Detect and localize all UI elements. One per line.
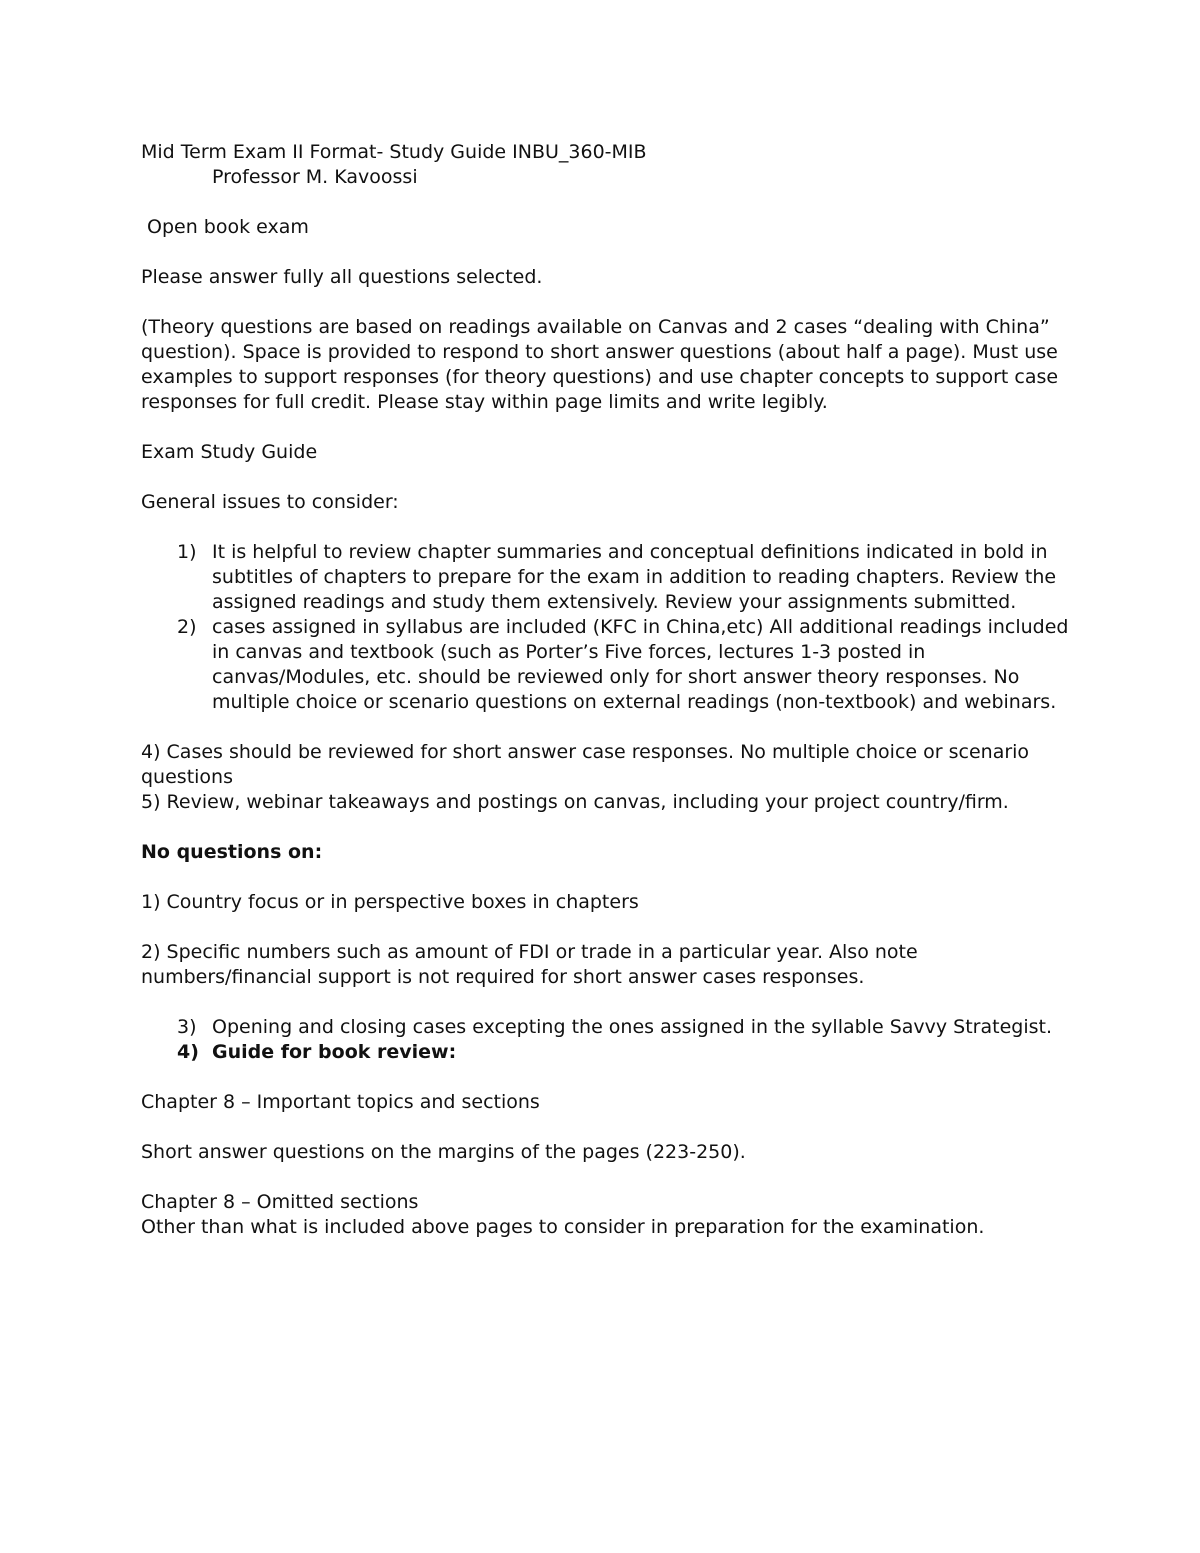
no-questions-heading: No questions on: bbox=[141, 841, 323, 863]
list-item-cases: 4) Cases should be reviewed for short answer case responses. No multiple choice or scenario questions bbox=[141, 741, 1030, 788]
answer-instruction: Please answer fully all questions selected. bbox=[141, 266, 543, 288]
list-item-review: 5) Review, webinar takeaways and postings on canvas, including your project country/firm. bbox=[141, 791, 1009, 813]
list-item-number: 4) bbox=[177, 1041, 199, 1063]
professor-name: Professor M. Kavoossi bbox=[212, 166, 418, 188]
list-item-text: Guide for book review: bbox=[212, 1041, 457, 1063]
list-item bbox=[141, 615, 1071, 715]
study-guide-heading: Exam Study Guide bbox=[141, 441, 318, 463]
list-item-number: 1) bbox=[177, 541, 197, 563]
document-title: Mid Term Exam II Format- Study Guide INBU_360-MIB bbox=[141, 141, 647, 163]
list-item-number: 2) bbox=[177, 616, 197, 638]
chapter-omitted-heading: Chapter 8 – Omitted sections bbox=[141, 1191, 419, 1213]
document-page bbox=[141, 140, 1071, 1240]
list-item-text: Opening and closing cases excepting the ones assigned in the syllable Savvy Strategist. bbox=[212, 1016, 1052, 1038]
no-questions-item: 1) Country focus or in perspective boxes in chapters bbox=[141, 891, 639, 913]
chapter-topics-heading: Chapter 8 – Important topics and sections bbox=[141, 1091, 540, 1113]
theory-note-paragraph: (Theory questions are based on readings available on Canvas and 2 cases “dealing with China” question). Space is provided to respond to short answer questions (about half a page). Must use examples to support responses (for theory questions) and use chapter concepts to support case responses for full credit. Please stay within page limits and write legibly. bbox=[141, 316, 1059, 413]
chapter-omitted-text: Other than what is included above pages to consider in preparation for the examination. bbox=[141, 1216, 985, 1238]
list-item bbox=[141, 1040, 1071, 1065]
chapter-topics-text: Short answer questions on the margins of the pages (223-250). bbox=[141, 1141, 746, 1163]
list-item-number: 3) bbox=[177, 1016, 197, 1038]
open-book-note: Open book exam bbox=[147, 216, 309, 238]
list-item-text: It is helpful to review chapter summaries and conceptual definitions indicated in bold in subtitles of chapters to prepare for the exam in addition to reading chapters. Review the assigned readings and study them extensively. Review your assignments submitted. bbox=[212, 541, 1057, 613]
list-item-text: cases assigned in syllabus are included (KFC in China,etc) All additional readings included in canvas and textbook (such as Porter’s Five forces, lectures 1-3 posted in canvas/Modules, etc. should be reviewed only for short answer theory responses. No multiple choice or scenario questions on external readings (non-textbook) and webinars. bbox=[212, 616, 1069, 713]
no-questions-item: 2) Specific numbers such as amount of FDI or trade in a particular year. Also note numbers/financial support is not required for short answer cases responses. bbox=[141, 941, 918, 988]
list-item bbox=[141, 540, 1071, 615]
general-issues-heading: General issues to consider: bbox=[141, 491, 399, 513]
list-item bbox=[141, 1015, 1071, 1040]
